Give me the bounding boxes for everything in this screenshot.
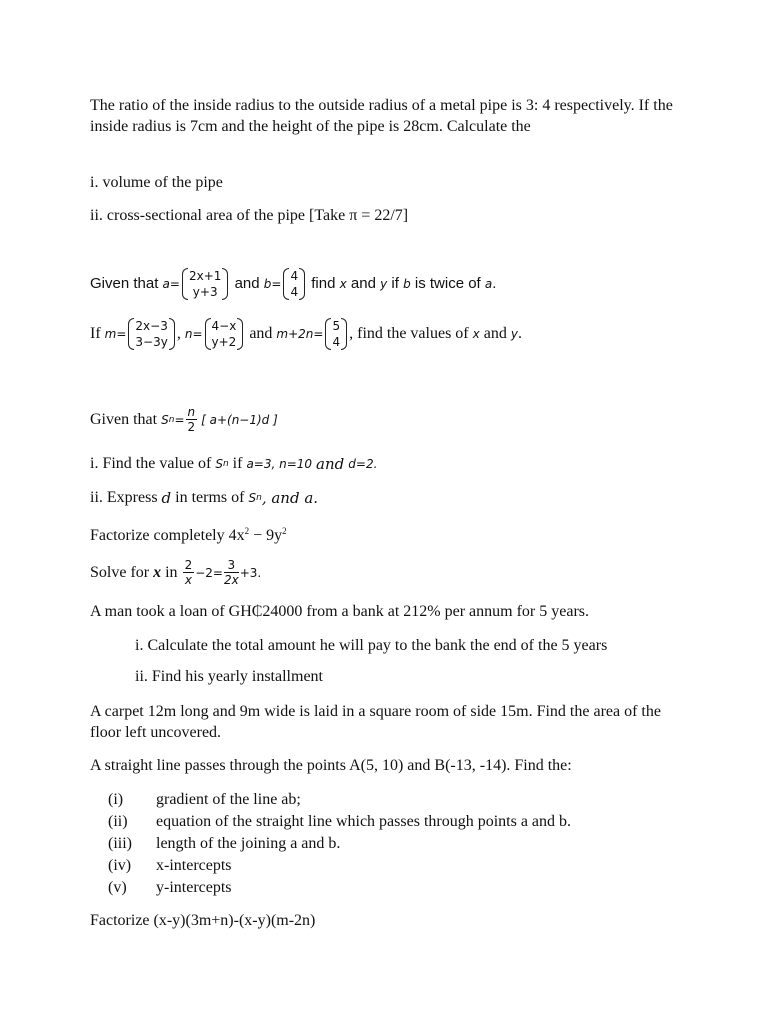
q3-period: . [517,325,522,342]
q9-item-2-num: (ii) [108,813,128,830]
q4-part-i-d: d=2. [348,457,378,471]
question-8: A carpet 12m long and 9m wide is laid in a square room of side 15m. Find the area of the floor left uncovered. [90,703,661,741]
q3-n-label: n= [184,327,203,341]
q9-item-3-num: (iii) [108,835,132,852]
q4-eq: = [174,412,185,427]
q6-x: x [153,563,162,581]
question-4-part-i [90,454,377,474]
q5-exp1: 2 [244,526,250,536]
q4-frac-num: n [187,405,196,419]
q3-and2: and [483,325,507,342]
q9-list-item-5 [108,878,232,898]
q6-fraction-1 [183,558,195,587]
q3-expr: m+2n= [276,327,324,341]
q2-vector-a [182,268,228,300]
q9-item-3-label: length of the joining a and b. [156,835,341,852]
q9-item-2-label: equation of the straight line which passes through points a and b. [156,813,572,830]
q6-pre: Solve for [90,563,150,581]
question-3 [90,318,522,350]
q2-if: if [391,275,399,292]
q4-bracket: [ a+(n−1)d ] [201,412,278,427]
q3-m-label: m= [104,327,127,341]
question-4-given [90,405,278,434]
q4-n-sub: n [168,414,175,425]
q9-item-1-num: (i) [108,791,124,808]
q6-minus: −2= [195,565,223,580]
question-9: A straight line passes through the points A(5, 10) and B(-13, -14). Find the: [90,757,572,774]
q2-a: a [484,277,493,291]
q2-a-label: a= [162,277,180,291]
q9-list-item-1 [108,790,301,810]
q6-end: +3. [239,565,262,580]
q4-part-ii-mid: in terms of [175,489,245,506]
question-7-part-ii: ii. Find his yearly installment [135,668,323,685]
q4-part-i-sub: n [222,459,229,469]
q9-item-4-num: (iv) [108,857,132,874]
q9-list-item-3 [108,834,340,854]
q6-f1-num: 2 [184,558,193,572]
q3-x: x [472,327,480,341]
question-5 [90,521,287,546]
q3-find: , find the values of [349,325,469,342]
q4-part-i-S: S [215,457,223,471]
question-10: Factorize (x-y)(3m+n)-(x-y)(m-2n) [90,912,316,929]
q9-item-1-label: gradient of the line ab; [156,791,301,808]
question-6 [90,558,261,587]
q2-and2: and [350,275,376,292]
question-1-intro: The ratio of the inside radius to the outside radius of a metal pipe is 3: 4 respectively. If the inside radius is 7cm and the height of the pipe is 28cm. Calculate the [90,97,673,135]
q3-vector-n [205,318,244,350]
q9-item-4-label: x-intercepts [156,857,232,874]
question-4-part-ii [90,488,318,508]
q9-list-item-4 [108,856,232,876]
q2-find: find [311,275,336,292]
q3-n-top: 4−x [211,319,237,333]
q4-part-ii-end: , and a. [261,489,319,507]
q3-comma: , [176,325,181,342]
q3-m-top: 2x−3 [135,319,168,333]
q5-exp2: 2 [282,526,287,536]
q3-m-bottom: 3−3y [135,335,168,349]
q6-fraction-2 [224,558,239,587]
q3-y: y [510,327,518,341]
q3-if: If [90,325,101,342]
question-7: A man took a loan of GH₵24000 from a bank at 212% per annum for 5 years. [90,603,589,620]
q2-x: x [339,277,347,291]
q9-item-5-num: (v) [108,879,127,896]
q6-f2-num: 3 [224,558,239,573]
q2-y: y [380,277,388,291]
q4-fraction [186,405,198,434]
q2-twice: is twice of [414,275,481,292]
q2-given: Given that [90,275,159,292]
q2-vector-b [283,268,305,300]
question-2 [90,268,496,300]
question-1-part-ii: ii. cross-sectional area of the pipe [Take π = 22/7] [90,207,409,224]
q3-and: and [249,325,273,342]
q6-f1-den: x [184,573,192,587]
q3-n-bottom: y+2 [211,335,237,349]
q4-part-i-pre: i. Find the value of [90,455,212,472]
q2-and: and [234,275,260,292]
question-1-part-i: i. volume of the pipe [90,174,223,191]
q4-S: S [161,412,169,427]
q5-text: Factorize completely 4x [90,527,245,544]
q2-a-bottom: y+3 [192,285,218,299]
q3-vector-m [128,318,174,350]
q2-period: . [492,275,497,292]
q2-b-top: 4 [290,269,299,283]
q6-f2-den: 2x [223,573,239,587]
q4-part-ii-d: d [161,489,172,507]
q2-b-label: b= [263,277,282,291]
q9-item-5-label: y-intercepts [156,879,232,896]
q4-part-ii-S: S [248,491,257,505]
q4-frac-den: 2 [187,420,196,434]
q6-in: in [165,563,178,581]
q2-b: b [403,277,411,291]
q3-r-bottom: 4 [332,335,341,349]
q3-r-top: 5 [332,319,341,333]
q4-given: Given that [90,410,158,428]
q2-a-top: 2x+1 [188,269,222,283]
q3-vector-result [325,318,347,350]
q4-part-i-vals: a=3, n=10 [246,457,313,471]
q5-mid: − 9y [249,527,283,544]
q4-part-ii-sub: n [256,493,262,503]
q4-part-ii-pre: ii. Express [90,489,158,506]
q4-part-i-and: and [316,455,345,473]
q9-list-item-2 [108,812,571,832]
q4-part-i-if: if [232,455,243,472]
question-7-part-i: i. Calculate the total amount he will pay to the bank the end of the 5 years [135,637,608,654]
q2-b-bottom: 4 [290,285,299,299]
